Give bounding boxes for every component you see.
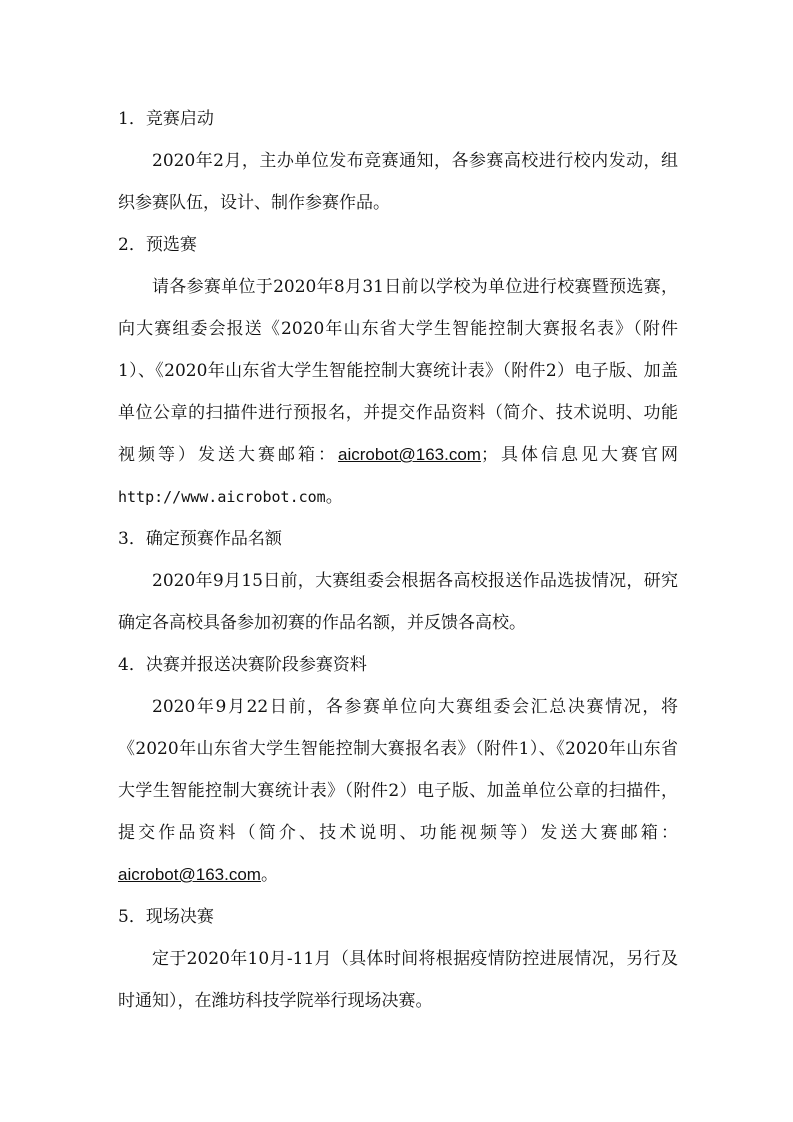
section-body-2-text-b: ；具体信息见大赛官网 <box>480 445 679 465</box>
section-body-4-text-b: 。 <box>260 865 278 885</box>
section-body-2 <box>118 266 678 518</box>
section-body-2-text-a: 请各参赛单位于2020年8月31日前以学校为单位进行校赛暨预选赛，向大赛组委会报送《2020年山东省大学生智能控制大赛报名表》（附件1）、《2020年山东省大学生智能控制大赛统计表》（附件2）电子版、加盖单位公章的扫描件进行预报名，并提交作品资料（简介、技术说明、功能视频等）发送大赛邮箱： <box>118 277 678 465</box>
section-body-2-text-c: 。 <box>325 487 343 507</box>
section-heading-3: 3．确定预赛作品名额 <box>118 529 282 549</box>
section-body-4-text-a: 2020年9月22日前，各参赛单位向大赛组委会汇总决赛情况，将《2020年山东省大学生智能控制大赛报名表》（附件1）、《2020年山东省大学生智能控制大赛统计表》（附件2）电子版、加盖单位公章的扫描件，提交作品资料（简介、技术说明、功能视频等）发送大赛邮箱： <box>118 697 678 843</box>
section-heading-5: 5．现场决赛 <box>118 907 214 927</box>
document-content <box>118 98 678 1022</box>
section-body-4 <box>118 686 678 896</box>
section-body-1: 2020年2月，主办单位发布竞赛通知，各参赛高校进行校内发动，组织参赛队伍，设计、制作参赛作品。 <box>118 151 678 213</box>
final-email-link[interactable]: aicrobot@163.com <box>118 865 261 884</box>
contest-email-link[interactable]: aicrobot@163.com <box>338 445 481 464</box>
section-heading-1: 1．竞赛启动 <box>118 109 214 129</box>
section-heading-2: 2．预选赛 <box>118 235 197 255</box>
section-body-3: 2020年9月15日前，大赛组委会根据各高校报送作品选拔情况，研究确定各高校具备参加初赛的作品名额，并反馈各高校。 <box>118 571 678 633</box>
section-body-5: 定于2020年10月-11月（具体时间将根据疫情防控进展情况，另行及时通知），在潍坊科技学院举行现场决赛。 <box>118 949 678 1011</box>
contest-website-url: http://www.aicrobot.com <box>118 488 326 506</box>
section-heading-4: 4．决赛并报送决赛阶段参赛资料 <box>118 655 367 675</box>
